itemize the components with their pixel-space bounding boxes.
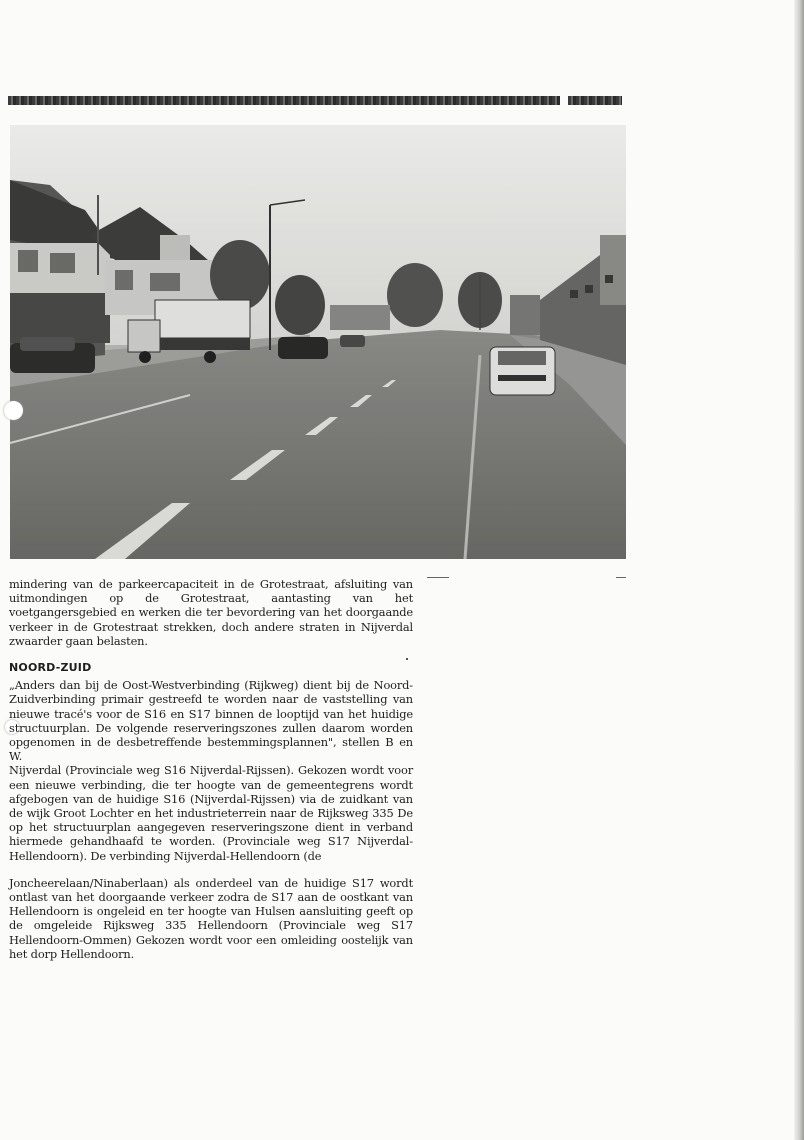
section-heading: NOORD-ZUID	[9, 661, 92, 675]
column-header-rule-end	[568, 96, 622, 105]
column-divider-rule-2	[616, 577, 626, 578]
street-photo	[10, 125, 626, 559]
article-paragraph: mindering van de parkeercapaciteit in de Grotestraat, afsluiting van uitmondingen op de Grotestraat, aantasting van het voetgangersgebied en werken die ter bevordering van het doorgaande verkeer in de Grotestraat strekken, doch andere straten in Nijverdal zwaarder gaan belasten.	[9, 577, 413, 648]
column-break-gap	[9, 863, 413, 876]
article-paragraph: Nijverdal (Provinciale weg S16 Nijverdal-Rijssen). Gekozen wordt voor een nieuwe verbinding, die ter hoogte van de gemeentegrens wordt afgebogen van de huidige S16 (Nijverdal-Rijssen) via de zuidkant van de wijk Groot Lochter en het industrieterrein naar de Rijksweg 335 De op het structuurplan aangegeven reserveringszone dient in verband hiermede gehandhaafd te worden. (Provinciale weg S17 Nijverdal-Hellendoorn). De verbinding Nijverdal-Hellendoorn (de	[9, 763, 413, 863]
article-text	[9, 577, 413, 961]
punch-hole-top	[4, 401, 23, 420]
column-header-rule	[8, 96, 560, 105]
scan-page-edge	[794, 0, 804, 1140]
article-paragraph: „Anders dan bij de Oost-Westverbinding (Rijkweg) dient bij de Noord-Zuidverbinding primair gestreefd te worden naar de vaststelling van nieuwe tracé's voor de S16 en S17 binnen de looptijd van het huidige structuurplan. De volgende reserveringszones zullen daarom worden opgenomen in de desbetreffende bestemmingsplannen", stellen B en W.	[9, 678, 413, 764]
article-paragraph: Joncheerelaan/Ninaberlaan) als onderdeel van de huidige S17 wordt ontlast van het doorgaande verkeer zodra de S17 aan de oostkant van Hellendoorn is ongeleid en ter hoogte van Hulsen aansluiting geeft op de omgeleide Rijksweg 335 Hellendoorn (Provinciale weg S17 Hellendoorn-Ommen) Gekozen wordt voor een omleiding oostelijk van het dorp Hellendoorn.	[9, 875, 413, 961]
column-divider-rule	[427, 577, 449, 578]
